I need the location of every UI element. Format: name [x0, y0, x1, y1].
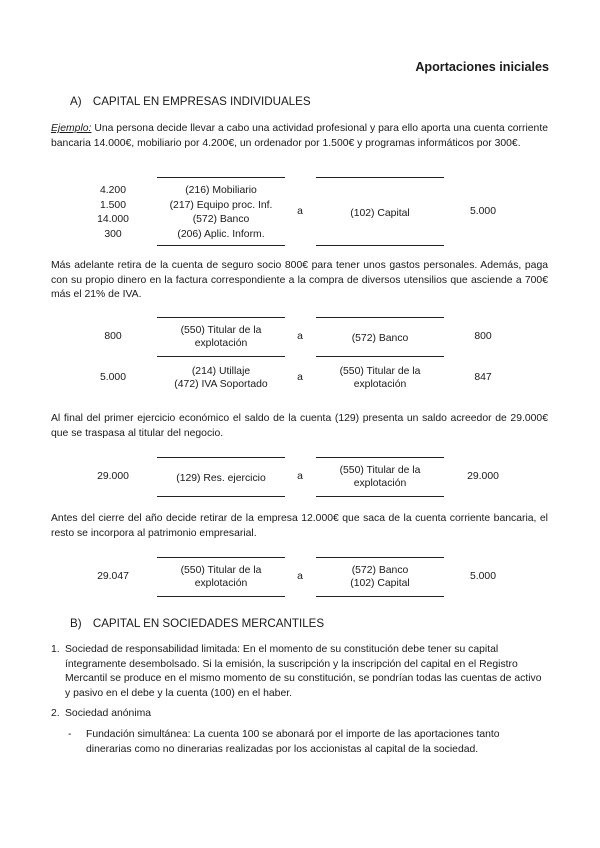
journal-entry-2 — [0, 315, 600, 360]
sublist-text: Fundación simultánea: La cuenta 100 se abonará por el importe de las aportaciones tanto dinerarias como no dinerarias realizadas por los accionistas al capital de la sociedad. — [86, 729, 500, 755]
credit-account — [316, 365, 444, 392]
debit-amount: 5.000 — [99, 372, 126, 383]
debit-account: (572) Banco — [192, 214, 250, 226]
debit-account-line: (472) IVA Soportado — [174, 379, 268, 391]
paragraph-4: Antes del cierre del año decide retirar de la empresa 12.000€ que saca de la cuenta corriente bancaria, el resto se incorpora al patrimonio empresarial. — [51, 513, 548, 539]
debit-amount: 4.200 — [99, 185, 126, 196]
credit-amount: 5.000 — [469, 571, 496, 582]
credit-amount: 800 — [474, 331, 492, 342]
list-text: Sociedad anónima — [65, 708, 152, 719]
page-title: Aportaciones iniciales — [415, 60, 549, 74]
credit-account-line: (102) Capital — [350, 578, 410, 590]
list-text: Sociedad de responsabilidad limitada: En el momento de su constitución debe tener su capital íntegramente desembolsado. Si la emisión, la suscripción y la inscripción del capital en el Registro Mercantil se produce en el mismo momento de su constitución, se pondrían todas las cuentas de activo y pasivo en el debe y la cuenta (100) en el haber. — [65, 644, 542, 699]
rule-top-left — [157, 557, 285, 558]
paragraph-3: Al final del primer ejercicio económico el saldo de la cuenta (129) presenta un saldo acreedor de 29.000€ que se traspasa al titular del negocio. — [51, 413, 548, 439]
sublist-item — [68, 728, 548, 757]
debit-amount: 29.047 — [97, 571, 129, 582]
section-b-letter: B) — [70, 617, 82, 630]
credit-account-line: explotación — [353, 478, 407, 490]
section-b-title: CAPITAL EN SOCIEDADES MERCANTILES — [92, 617, 325, 630]
rule-bottom-left — [157, 496, 285, 497]
journal-entry-1 — [0, 175, 600, 250]
debit-account: (217) Equipo proc. Inf. — [169, 199, 273, 211]
credit-account-line: (572) Banco — [351, 565, 409, 576]
rule-top-right — [316, 317, 444, 318]
credit-account — [316, 564, 444, 591]
debit-account-line: (550) Titular de la — [180, 565, 262, 576]
connector-a: a — [297, 471, 303, 482]
rule-bottom-right — [316, 596, 444, 597]
debit-amounts — [73, 184, 153, 242]
rule-bottom-right — [316, 356, 444, 357]
debit-account: (206) Aplic. Inform. — [177, 228, 265, 240]
journal-entry-4 — [0, 455, 600, 500]
rule-top-left — [157, 177, 285, 178]
rule-top-left — [157, 317, 285, 318]
debit-account-line: (550) Titular de la — [180, 325, 262, 336]
connector-a: a — [297, 331, 303, 342]
rule-bottom-left — [157, 596, 285, 597]
journal-entry-5 — [0, 555, 600, 600]
rule-bottom-right — [316, 496, 444, 497]
rule-top-right — [316, 557, 444, 558]
credit-amount: 29.000 — [467, 471, 499, 482]
section-a-letter: A) — [70, 95, 82, 108]
debit-account: (216) Mobiliario — [185, 185, 257, 196]
sublist-bullet: - — [68, 729, 72, 740]
debit-account-line: (214) Utillaje — [191, 366, 251, 377]
credit-account-line: (550) Titular de la — [339, 366, 421, 377]
credit-account-line: (550) Titular de la — [339, 465, 421, 476]
connector-a: a — [297, 571, 303, 582]
list-number: 1. — [51, 644, 60, 655]
debit-account-line: explotación — [194, 578, 248, 590]
list-number: 2. — [51, 708, 60, 719]
debit-account — [157, 564, 285, 591]
rule-top-right — [316, 457, 444, 458]
example-text: Una persona decide llevar a cabo una actividad profesional y para ello aporta una cuenta corriente bancaria 14.000€, mobiliario por 4.200€, un ordenador por 1.500€ y programas informáticos por 300€. — [51, 123, 548, 149]
list-item — [51, 707, 548, 722]
rule-top-right — [316, 177, 444, 178]
debit-account: (129) Res. ejercicio — [176, 473, 266, 484]
debit-account — [152, 365, 290, 392]
paragraph-example — [51, 122, 548, 151]
rule-bottom-left — [157, 245, 285, 246]
credit-account-line: explotación — [353, 379, 407, 391]
example-label: Ejemplo: — [51, 123, 92, 134]
rule-bottom-right — [316, 245, 444, 246]
debit-amount: 300 — [104, 228, 122, 240]
debit-amount: 800 — [104, 331, 122, 342]
debit-accounts — [152, 184, 290, 242]
paragraph-2: Más adelante retira de la cuenta de seguro socio 800€ para tener unos gastos personales. Además, paga con su propio dinero en la factura correspondiente a la compra de diversos utensilios que asciende a 700€ más el 21% de IVA. — [51, 260, 548, 301]
credit-amount: 5.000 — [469, 206, 496, 217]
credit-account: (102) Capital — [350, 208, 410, 219]
section-a-heading — [70, 95, 311, 108]
credit-account: (572) Banco — [351, 333, 409, 344]
debit-account — [157, 324, 285, 351]
credit-amount: 847 — [474, 372, 492, 383]
rule-top-left — [157, 457, 285, 458]
debit-amount: 1.500 — [99, 199, 126, 211]
debit-amount: 29.000 — [97, 471, 129, 482]
rule-bottom-left — [157, 356, 285, 357]
debit-account-line: explotación — [194, 338, 248, 350]
debit-amount: 14.000 — [97, 214, 129, 226]
connector-a: a — [297, 206, 303, 217]
connector-a: a — [297, 372, 303, 383]
list-item — [51, 643, 548, 701]
credit-account — [316, 464, 444, 491]
journal-entry-3 — [0, 361, 600, 401]
section-a-title: CAPITAL EN EMPRESAS INDIVIDUALES — [92, 95, 311, 108]
section-b-heading — [70, 617, 324, 630]
